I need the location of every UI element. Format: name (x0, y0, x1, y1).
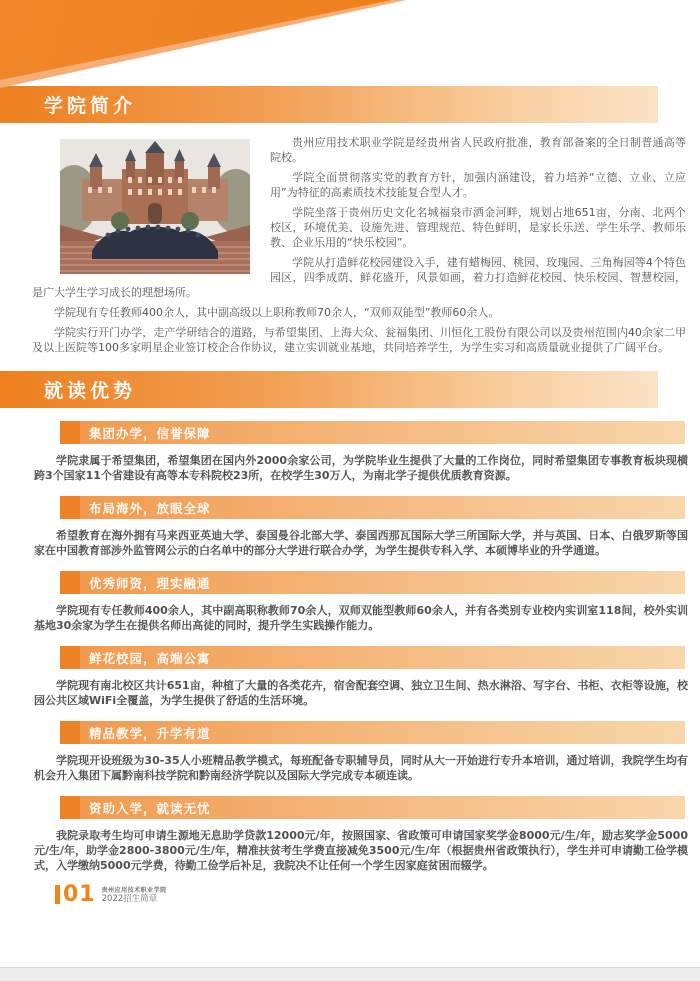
header-chip (60, 421, 80, 444)
intro-paragraph-5: 学院现有专任教师400余人，其中副高级以上职称教师70余人，“双师双能型”教师60余人。 (54, 306, 500, 319)
intro-text-block (0, 123, 700, 355)
header-chip (60, 796, 80, 819)
advantage-body: 学院现开设班级为30-35人小班精品教学模式，每班配备专职辅导员，同时从大一开始进行专升本培训，通过培训，我院学生均有机会升入集团下属黔南科技学院和黔南经济学院以及国际大学完成专本硕连读。 (34, 754, 688, 782)
advantage-body: 学院现有南北校区共计651亩，种植了大量的各类花卉，宿舍配套空调、独立卫生间、热水淋浴、写字台、书柜、衣柜等设施，校园公共区域WiFi全覆盖，为学生提供了舒适的生活环境。 (34, 679, 688, 707)
page-footer (55, 882, 700, 907)
campus-group-photo (60, 139, 250, 274)
footer-college-name: 贵州应用技术职业学院 (101, 887, 167, 894)
advantage-body: 我院录取考生均可申请生源地无息助学贷款12000元/年，按照国家、省政策可申请国家奖学金8000元/生/年，励志奖学金5000元/生/年，助学金2800-3800元/生/年，精准扶贫考生学费直接减免3500元/生/年（根据贵州省政策执行），学生并可申请勤工俭学模式，入学缴纳5000元学费，待勤工俭学后补足，我院决不让任何一个学生因家庭贫困而辍学。 (34, 829, 689, 872)
advantage-title: 布局海外，放眼全球 (89, 500, 211, 516)
advantage-title: 鲜花校园，高端公寓 (89, 650, 211, 666)
page-number: 01 (63, 882, 96, 907)
advantage-body: 学院现有专任教师400余人，其中副高职称教师70余人，双师双能型教师60余人，并有各类别专业校内实训室118间，校外实训基地30余家为学生在提供名师出高徒的同时，提升学生实践操作能力。 (34, 604, 688, 632)
intro-paragraph-3: 学院坐落于贵州历史文化名城福泉市洒金河畔，规划占地651亩，分南、北两个校区，环境优美、设施先进、管理规范、特色鲜明，是家长乐送、学生乐学、教师乐教、企业乐用的“快乐校园”。 (270, 206, 686, 249)
advantage-body: 希望教育在海外拥有马来西亚英迪大学、泰国曼谷北部大学、泰国西那瓦国际大学三所国际大学，并与英国、日本、白俄罗斯等国家在中国教育部涉外监管网公示的白名单中的部分大学进行联合办学，为学生提供专科入学、本硕博毕业的升学通道。 (34, 529, 688, 557)
header-chip (60, 646, 80, 669)
intro-section-band (0, 86, 658, 123)
advantage-header-group-school (60, 421, 685, 444)
advantage-header-teaching (60, 721, 685, 744)
advantage-section-group (0, 421, 700, 873)
intro-paragraph-1: 贵州应用技术职业学院是经贵州省人民政府批准，教育部备案的全日制普通高等院校。 (270, 136, 686, 164)
advantage-title: 集团办学，信誉保障 (89, 425, 211, 441)
footer-meta (102, 887, 167, 904)
diagonal-wedge-main (0, 0, 700, 80)
footer-brochure-title: 2022招生简章 (101, 894, 158, 904)
header-chip (60, 721, 80, 744)
advantage-header-funding (60, 796, 685, 819)
top-diagonal-decoration (0, 0, 700, 90)
intro-paragraph-6: 学院实行开门办学，走产学研结合的道路，与希望集团、上海大众、瓮福集团、川恒化工股份有限公司以及贵州范围内40余家二甲及以上医院等100多家明星企业签订校企合作协议，建立实训就业基地，共同培养学生，为学生实习和高质量就业提供了广阔平台。 (32, 326, 686, 354)
intro-section-title: 学院简介 (44, 95, 137, 117)
intro-paragraph-4: 学院从打造鲜花校园建设入手，建有蜡梅园、桃园、玫瑰园、三角梅园等4个特色园区，四季成荫、鲜花盛开，风景如画，着力打造鲜花校园、快乐校园、智慧校园，是广大学生学习成长的理想场所。 (32, 256, 686, 299)
advantage-header-faculty (60, 571, 685, 594)
advantage-body: 学院隶属于希望集团，希望集团在国内外2000余家公司，为学院毕业生提供了大量的工作岗位，同时希望集团专事教育板块现横跨3个国家11个省建设有高等本专科院校23所，在校学生30万人，为南北学子提供优质教育资源。 (34, 454, 688, 482)
advantage-header-campus (60, 646, 685, 669)
advantages-section-band (0, 371, 658, 408)
header-chip (60, 571, 80, 594)
header-chip (60, 496, 80, 519)
advantage-header-overseas (60, 496, 685, 519)
intro-paragraph-2: 学院全面贯彻落实党的教育方针，加强内涵建设，着力培养“立德、立业、立应用”为特征的高素质技术技能复合型人才。 (270, 171, 686, 199)
advantage-title: 资助入学，就读无忧 (89, 800, 211, 816)
advantage-title: 优秀师资，理实融通 (89, 575, 211, 591)
page-edge-strip (0, 967, 700, 981)
advantages-section-title: 就读优势 (44, 380, 137, 402)
page-number-bar (55, 885, 60, 904)
advantage-title: 精品教学，升学有道 (89, 725, 211, 741)
diagonal-wedge-light (0, 0, 700, 88)
